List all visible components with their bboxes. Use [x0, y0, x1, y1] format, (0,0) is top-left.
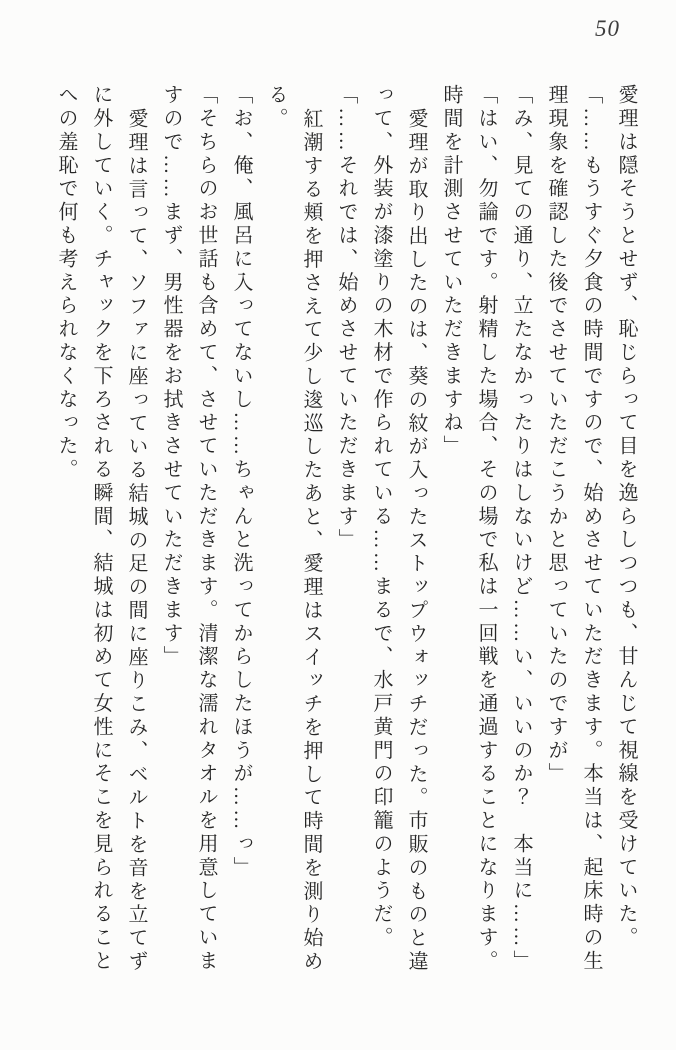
text-line: 「……それでは、始めさせていただきます」	[335, 84, 357, 552]
text-line: 「そちらのお世話も含めて、させていただきます。清潔な濡れタオルを用意していま	[195, 84, 217, 974]
text-line: すので……まず、男性器をお拭きさせていただきます」	[160, 84, 182, 669]
text-line: 愛理は隠そうとせず、恥じらって目を逸らしつつも、甘んじて視線を受けていた。	[615, 84, 637, 950]
text-line: 「お、俺、風呂に入ってないし……ちゃんと洗ってからしたほうが……っ」	[230, 84, 252, 880]
text-line: 時間を計測させていただきますね」	[440, 84, 462, 459]
text-line: る。	[265, 84, 287, 131]
text-line: って、外装が漆塗りの木材で作られている……まるで、水戸黄門の印籠のようだ。	[370, 84, 392, 950]
text-line: 「はい、勿論です。射精した場合、その場で私は一回戦を通過することになります。	[475, 84, 497, 974]
text-line: 紅潮する頬を押さえて少し逡巡したあと、愛理はスイッチを押して時間を測り始め	[300, 108, 322, 974]
text-line: 理現象を確認した後でさせていただこうかと思っていたのですが」	[545, 84, 567, 786]
text-line: への羞恥で何も考えられなくなった。	[55, 84, 77, 482]
page-number: 50	[595, 16, 620, 41]
vertical-text-block	[48, 84, 643, 980]
text-line: に外していく。チャックを下ろされる瞬間、結城は初めて女性にそこを見られること	[90, 84, 112, 974]
text-line: 愛理は言って、ソファに座っている結城の足の間に座りこみ、ベルトを音を立てず	[125, 108, 147, 974]
text-line: 愛理が取り出したのは、葵の紋が入ったストップウォッチだった。市販のものと違	[405, 108, 427, 974]
text-line: 「み、見ての通り、立たなかったりはしないけど……い、いいのか？ 本当に……」	[510, 84, 532, 974]
text-line: 「……もうすぐ夕食の時間ですので、始めさせていただきます。本当は、起床時の生	[580, 84, 602, 974]
